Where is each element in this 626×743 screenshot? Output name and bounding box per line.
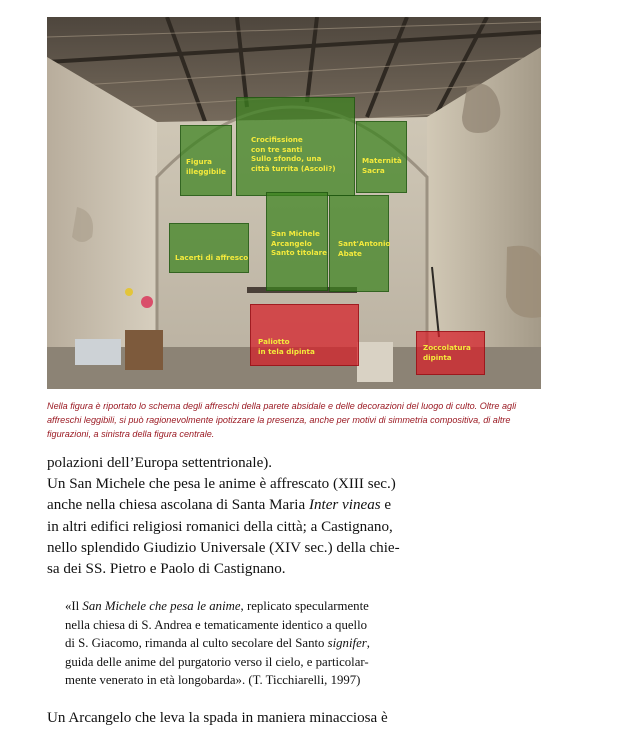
paragraph-line: nello splendido Giudizio Universale (XIV sec.) della chie- xyxy=(47,539,400,556)
text-run: , xyxy=(366,636,370,650)
label-zoccolatura: Zoccolatura dipinta xyxy=(423,343,471,362)
paragraph-line: sa dei SS. Pietro e Paolo di Castignano. xyxy=(47,561,286,578)
decoration-box-paliotto xyxy=(250,304,359,366)
italic-run: San Michele che pesa le anime xyxy=(82,599,241,613)
paragraph-line: Un Arcangelo che leva la spada in maniera minacciosa è xyxy=(47,710,388,726)
label-figura-illeggibile: Figura illeggibile xyxy=(186,157,226,176)
quote-line: nella chiesa di S. Andrea e tematicamente identico a quello xyxy=(65,617,368,632)
quote-line: guida delle anime del purgatorio verso il cielo, e particolar- xyxy=(65,654,369,669)
label-lacerti: Lacerti di affresco xyxy=(175,253,249,262)
quote-line xyxy=(65,597,433,616)
church-apse-figure xyxy=(47,17,541,389)
block-quote-ticchiarelli xyxy=(65,597,433,690)
label-san-michele: San Michele Arcangelo Santo titolare xyxy=(271,229,328,258)
quote-line: mente venerato in età longobarda». (T. Ticchiarelli, 1997) xyxy=(65,673,361,687)
italic-run: Inter vineas xyxy=(308,497,381,514)
paragraph-line: in altri edifici religiosi romanici della città; a Castignano, xyxy=(47,518,393,535)
label-paliotto: Paliotto in tela dipinta xyxy=(258,337,315,356)
paragraph-arcangelo xyxy=(47,708,433,729)
figure-caption: Nella figura è riportato lo schema degli affreschi della parete absidale e delle decorazioni del luogo di culto. Oltre agli affreschi leggibili, si può ragionevolmente ipotizzare la presenza, anche per motivi di simmetria compositiva, di altre figurazioni, a sinistra della figura centrale. xyxy=(47,401,517,439)
paragraph-line: polazioni dell’Europa settentrionale). xyxy=(47,455,273,471)
text-run: , replicato specularmente xyxy=(240,599,369,613)
paragraph-san-michele xyxy=(47,453,433,580)
text-run: «Il xyxy=(65,599,83,613)
label-crocifissione: Crocifissione con tre santi Sullo sfondo, una città turrita (Ascoli?) xyxy=(251,135,336,173)
paragraph-line: Un San Michele che pesa le anime è affrescato (XIII sec.) xyxy=(47,476,396,493)
text-run: di S. Giacomo, rimanda al culto secolare del Santo xyxy=(65,636,328,650)
text-run: e xyxy=(380,497,392,514)
fresco-box-lacerti xyxy=(169,223,249,273)
quote-line xyxy=(65,634,433,653)
text-run: anche nella chiesa ascolana di Santa Maria xyxy=(47,497,309,514)
label-santantonio: Sant'Antonio Abate xyxy=(338,239,391,258)
label-maternita: Maternità Sacra xyxy=(362,156,402,175)
paragraph-line xyxy=(47,495,433,516)
italic-run: signifer xyxy=(327,636,367,650)
